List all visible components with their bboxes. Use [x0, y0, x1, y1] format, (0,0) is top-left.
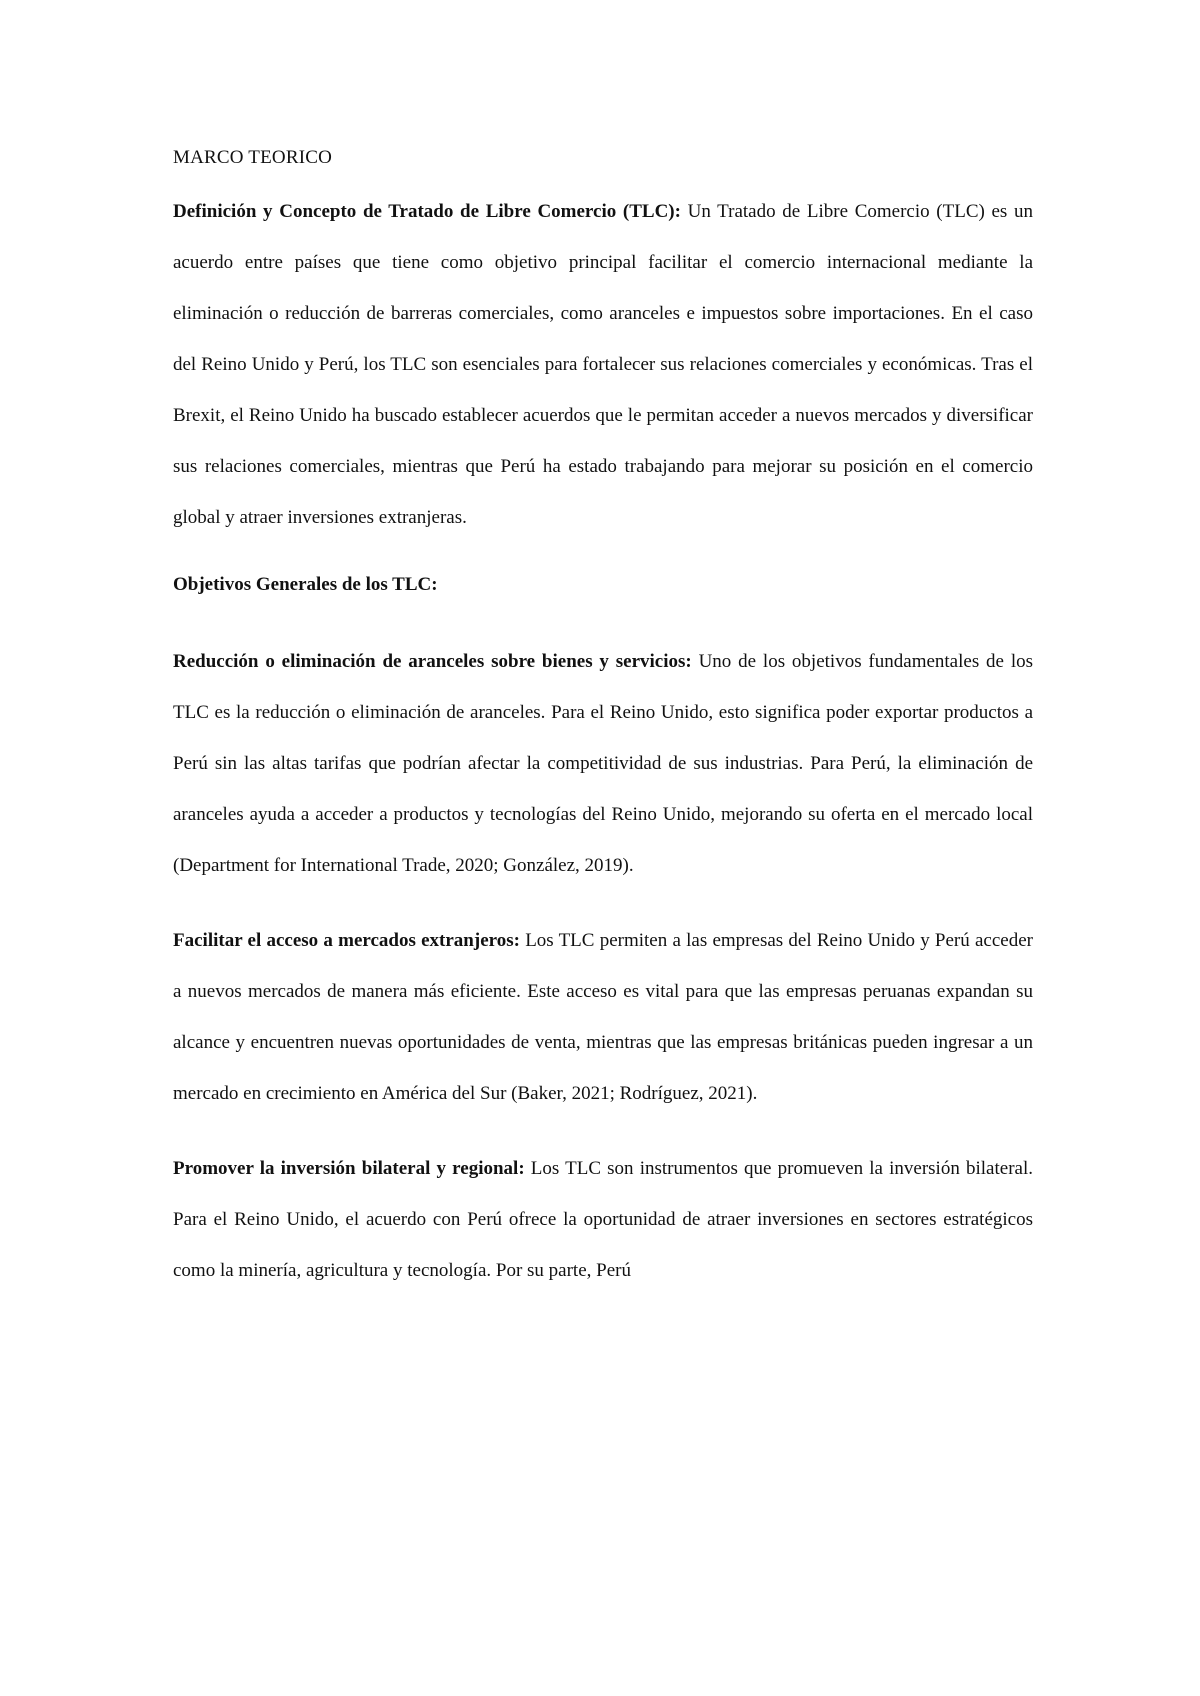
objective-paragraph-markets [173, 915, 1033, 1119]
objective-term-investment: Promover la inversión bilateral y regional: [173, 1158, 525, 1179]
definition-text: Un Tratado de Libre Comercio (TLC) es un acuerdo entre países que tiene como objetivo principal facilitar el comercio internacional mediante la eliminación o reducción de barreras comerciales, como aranceles e impuestos sobre importaciones. En el caso del Reino Unido y Perú, los TLC son esenciales para fortalecer sus relaciones comerciales y económicas. Tras el Brexit, el Reino Unido ha buscado establecer acuerdos que le permitan acceder a nuevos mercados y diversificar sus relaciones comerciales, mientras que Perú ha estado trabajando para mejorar su posición en el comercio global y atraer inversiones extranjeras. [173, 201, 1033, 528]
objective-term-markets: Facilitar el acceso a mercados extranjeros: [173, 930, 520, 951]
objective-paragraph-tariffs [173, 636, 1033, 891]
document-title: MARCO TEORICO [173, 147, 333, 168]
objective-text-investment: Los TLC son instrumentos que promueven la inversión bilateral. Para el Reino Unido, el acuerdo con Perú ofrece la oportunidad de atraer inversiones en sectores estratégicos como la minería, agricultura y tecnología. Por su parte, Perú [173, 1158, 1033, 1281]
objective-paragraph-investment [173, 1143, 1033, 1296]
objective-text-tariffs: Uno de los objetivos fundamentales de los TLC es la reducción o eliminación de aranceles. Para el Reino Unido, esto significa poder exportar productos a Perú sin las altas tarifas que podrían afectar la competitividad de sus industrias. Para Perú, la eliminación de aranceles ayuda a acceder a productos y tecnologías del Reino Unido, mejorando su oferta en el mercado local (Department for International Trade, 2020; González, 2019). [173, 651, 1033, 876]
objectives-heading: Objetivos Generales de los TLC: [173, 574, 438, 595]
definition-term: Definición y Concepto de Tratado de Libre Comercio (TLC): [173, 201, 681, 222]
document-body [173, 140, 1033, 1312]
definition-paragraph [173, 186, 1033, 543]
objective-text-markets: Los TLC permiten a las empresas del Reino Unido y Perú acceder a nuevos mercados de manera más eficiente. Este acceso es vital para que las empresas peruanas expandan su alcance y encuentren nuevas oportunidades de venta, mientras que las empresas británicas pueden ingresar a un mercado en crecimiento en América del Sur (Baker, 2021; Rodríguez, 2021). [173, 930, 1033, 1104]
objective-term-tariffs: Reducción o eliminación de aranceles sobre bienes y servicios: [173, 651, 692, 672]
